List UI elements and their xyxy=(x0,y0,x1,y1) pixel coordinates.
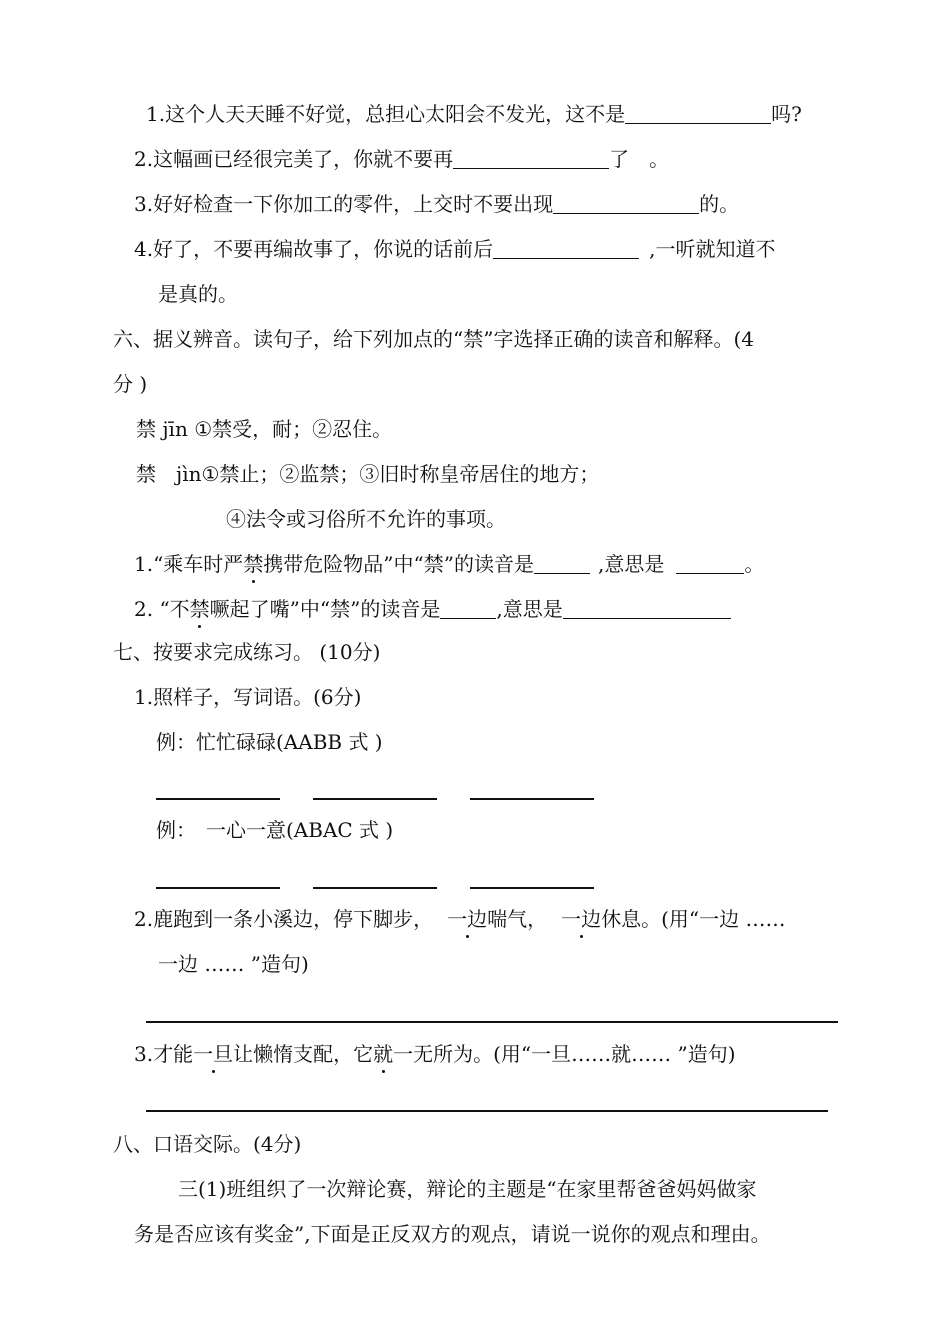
section-7-title: 七、按要求完成练习。 (10分) xyxy=(113,640,381,664)
answer-blank[interactable] xyxy=(493,238,639,259)
question-text: 2. “不 xyxy=(134,597,190,621)
answer-line[interactable] xyxy=(313,887,437,889)
question-text-end: 的。 xyxy=(699,192,740,216)
answer-line[interactable] xyxy=(313,798,437,800)
answer-blank[interactable] xyxy=(453,148,609,169)
example-abac: 例： 一心一意(ABAC 式 ) xyxy=(156,818,394,842)
question-text: 4.好了，不要再编故事了，你说的话前后 xyxy=(134,237,494,261)
question-7-2 xyxy=(134,906,785,932)
question-text: 携带危险物品”中“禁”的读音是 xyxy=(263,552,534,576)
question-text: 噘起了嘴”中“禁”的读音是 xyxy=(209,597,441,621)
dotted-character: 禁 xyxy=(243,552,264,576)
question-5-4-continued: 是真的。 xyxy=(158,282,238,306)
question-text: 一无所为。(用“一旦……就…… ”造句) xyxy=(393,1042,736,1066)
dotted-phrase: 一边 xyxy=(447,907,488,931)
question-7-2-continued: 一边 …… ”造句) xyxy=(158,952,309,976)
answer-line[interactable] xyxy=(470,887,594,889)
answer-blank[interactable] xyxy=(625,103,771,124)
answer-line[interactable] xyxy=(156,798,280,800)
question-text: 让懒惰支配，它 xyxy=(233,1042,374,1066)
question-text: ,意思是 xyxy=(598,552,665,576)
paragraph-line: 三(1)班组织了一次辩论赛，辩论的主题是“在家里帮爸爸妈妈做家 xyxy=(178,1177,757,1201)
dotted-phrase: 一旦 xyxy=(193,1042,234,1066)
question-5-2 xyxy=(134,146,669,172)
dotted-phrase: 一边 xyxy=(561,907,602,931)
meaning-blank[interactable] xyxy=(563,598,731,619)
question-text-end: 吗? xyxy=(771,102,802,126)
answer-line[interactable] xyxy=(470,798,594,800)
question-7-1: 1.照样子，写词语。(6分) xyxy=(134,685,362,709)
question-5-1 xyxy=(146,101,802,127)
question-6-1 xyxy=(134,551,764,577)
answer-blank[interactable] xyxy=(553,193,699,214)
question-text-end: 。 xyxy=(744,552,765,576)
question-text: ,意思是 xyxy=(496,597,563,621)
section-6-title-continued: 分 ) xyxy=(113,372,148,396)
answer-line[interactable] xyxy=(146,1021,838,1023)
dotted-character: 禁 xyxy=(189,597,210,621)
dotted-character: 就 xyxy=(373,1042,394,1066)
answer-line[interactable] xyxy=(146,1110,828,1112)
question-5-3 xyxy=(134,191,739,217)
definition-jin4-continued: ④法令或习俗所不允许的事项。 xyxy=(226,507,506,531)
question-5-4 xyxy=(134,236,775,262)
paragraph-line: 务是否应该有奖金”,下面是正反双方的观点，请说一说你的观点和理由。 xyxy=(134,1222,771,1246)
question-text: 2.鹿跑到一条小溪边，停下脚步， xyxy=(134,907,434,931)
section-6-title: 六、据义辨音。读句子，给下列加点的“禁”字选择正确的读音和解释。(4 xyxy=(113,327,754,351)
example-aabb: 例：忙忙碌碌(AABB 式 ) xyxy=(156,730,383,754)
question-7-3 xyxy=(134,1041,736,1067)
pronunciation-blank[interactable] xyxy=(534,553,590,574)
question-text: 3.才能 xyxy=(134,1042,194,1066)
meaning-blank[interactable] xyxy=(676,553,744,574)
question-text: 休息。(用“一边 …… xyxy=(601,907,786,931)
question-text-end: 了 。 xyxy=(609,147,670,171)
question-text-end: ,一听就知道不 xyxy=(649,237,776,261)
question-6-2 xyxy=(134,596,731,622)
section-8-title: 八、口语交际。(4分) xyxy=(113,1132,302,1156)
question-text: 1.这个人天天睡不好觉，总担心太阳会不发光，这不是 xyxy=(146,102,626,126)
pronunciation-blank[interactable] xyxy=(440,598,496,619)
question-text: 3.好好检查一下你加工的零件，上交时不要出现 xyxy=(134,192,554,216)
definition-jin1: 禁 jīn ①禁受，耐；②忍住。 xyxy=(136,417,393,441)
question-text: 喘气， xyxy=(487,907,548,931)
question-text: 1.“乘车时严 xyxy=(134,552,244,576)
definition-jin4: 禁 jìn①禁止；②监禁；③旧时称皇帝居住的地方； xyxy=(136,462,600,486)
answer-line[interactable] xyxy=(156,887,280,889)
question-text: 2.这幅画已经很完美了，你就不要再 xyxy=(134,147,454,171)
